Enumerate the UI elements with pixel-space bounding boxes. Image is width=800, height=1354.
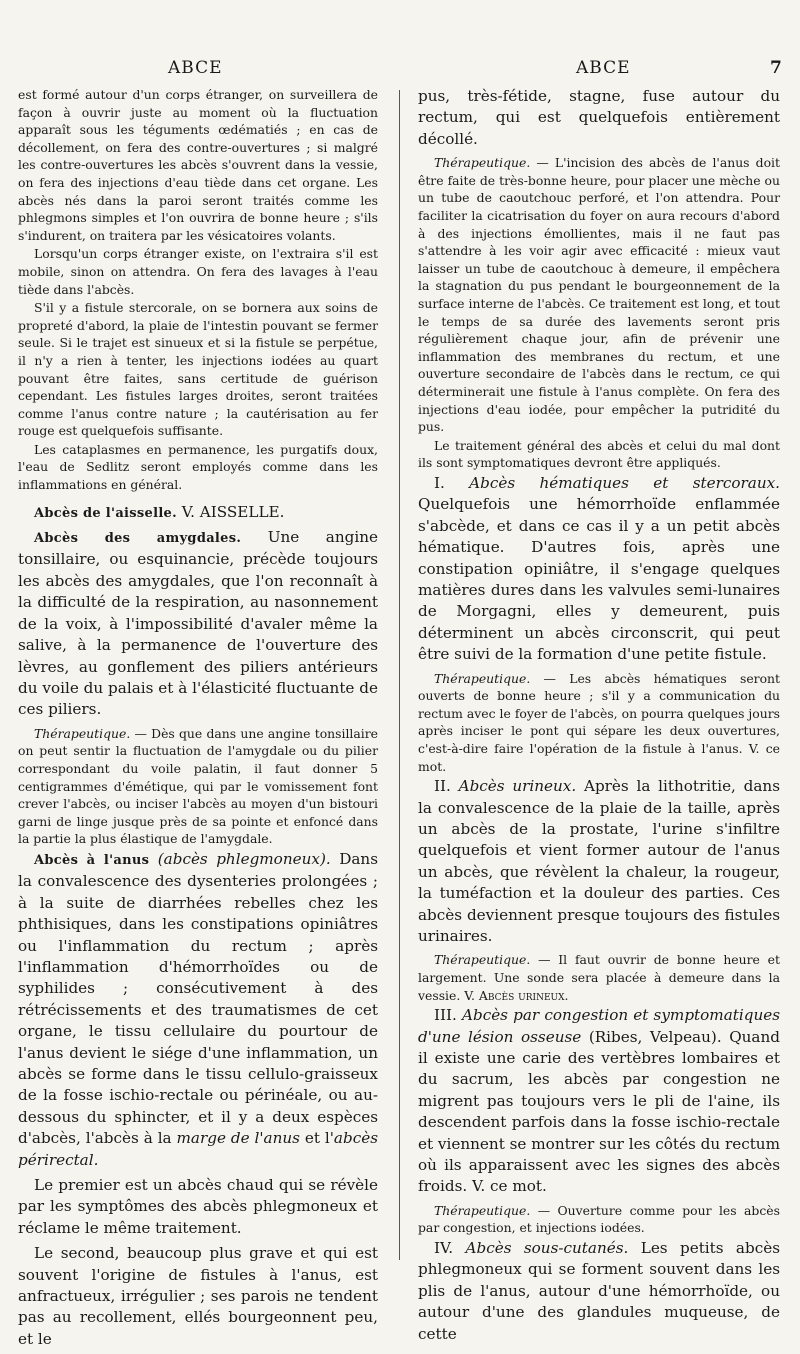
therapeutique-paragraph	[418, 951, 780, 1004]
left-column	[18, 86, 378, 1354]
section-title: Abcès urineux.	[458, 777, 577, 796]
column-divider	[399, 90, 400, 1260]
section-number: I.	[434, 473, 470, 492]
entry-heading: Abcès de l'aisselle.	[34, 505, 177, 521]
entry-heading: Abcès à l'anus	[34, 852, 150, 868]
entry-amygdales	[18, 527, 378, 721]
entry-heading: Abcès des amygdales.	[34, 531, 242, 547]
therapeutique-label: Thérapeutique.	[434, 1202, 531, 1218]
paragraph: Le premier est un abcès chaud qui se révèle par les symptômes des abcès phlegmoneux et réclame le même traitement.	[18, 1175, 378, 1237]
section-4	[418, 1238, 780, 1345]
section-2	[418, 776, 780, 947]
entry-text: Dans la convalescence des dysenteries prolongées ; à la suite de diarrhées rebelles chez les phthisiques, dans les constipations opiniâtres ou l'inflammation du rectum ; après l'inflammation d'hémorrhoïdes ou de syphilides ; consécutivement à des rétrécissements et des traumatismes de cet organe, le tissu cellulaire du pourtour de l'anus devient le siége d'une inflammation, un abcès se forme dans le tissu cellulo-graisseux de la fosse ischio-rectale ou périnéale, ou au-dessous du sphincter, et il y a deux espèces d'abcès, l'abcès à la	[18, 849, 378, 1148]
therapeutique-label: Thérapeutique.	[434, 952, 531, 968]
therapeutique-paragraph	[18, 725, 378, 848]
section-text: Après la lithotritie, dans la convalescence de la plaie de la taille, après un abcès de la prostate, l'urine s'infiltre quelquefois et vient former autour de l'anus un abcès, que révèlent la chaleur, la rougeur, la tuméfaction et la douleur des parties. Ces abcès deviennent presque toujours des fistules urinaires.	[418, 777, 781, 945]
section-text: Les petits abcès phlegmoneux qui se forment souvent dans les plis de l'anus, autour d'une hémorrhoïde, ou autour d'une des glandules muqueuse, de cette	[418, 1239, 780, 1343]
paragraph: pus, très-fétide, stagne, fuse autour du rectum, qui est quelquefois entièrement décollé.	[418, 87, 780, 148]
entry-aisselle	[18, 502, 378, 523]
running-head-left: ABCE	[168, 58, 223, 78]
entry-anus	[18, 849, 378, 1171]
running-head-right: ABCE	[576, 58, 631, 78]
entry-text: Une angine tonsillaire, ou esquinancie, précède toujours les abcès des amygdales, que l'on reconnaît à la difficulté de la respiration, au nasonnement de la voix, à l'impossibilité d'avaler même la salive, à la permanence de l'ouverture des lèvres, au gonflement des piliers antérieurs du voile du palais et à l'élasticité fluctuante de ces piliers.	[18, 528, 378, 719]
section-1	[418, 473, 780, 666]
section-number: IV.	[434, 1239, 466, 1257]
cross-reference: V. AISSELLE.	[176, 502, 285, 521]
therapeutique-label: Thérapeutique.	[434, 670, 531, 686]
section-title: Abcès par congestion et symptomatiques d'une lésion osseuse	[418, 1006, 781, 1046]
term-marge: marge de l'anus	[176, 1129, 300, 1148]
cross-reference: Abcès urineux.	[478, 987, 569, 1003]
paragraph: S'il y a fistule stercorale, on se bornera aux soins de propreté d'abord, la plaie de l'intestin pouvant se fermer seule. Si le trajet est sinueux et si la fistule se perpétue, il n'y a rien à tenter, les injections iodées au quart pouvant être faites, sans certitude de guérison cependant. Les fistules larges droites, seront traitées comme l'anus contre nature ; la cautérisation au fer rouge est quelquefois suffisante.	[18, 300, 378, 439]
therapeutique-paragraph	[418, 670, 780, 776]
right-column	[418, 86, 780, 1349]
term-perirectal: abcès périrectal.	[18, 1129, 378, 1169]
therapeutique-text: — L'incision des abcès de l'anus doit être faite de très-bonne heure, pour placer une mèche ou un tube de caoutchouc perforé, et l'on attendra. Pour faciliter la cicatrisation du foyer on aura recours d'abord à des injections émollientes, mais il ne faut pas s'attendre à les voir agir avec efficacité : mieux vaut laisser un tube de caoutchouc à demeure, il empêchera la stagnation du pus pendant le bourgeonnement de la surface interne de l'abcès. Ce traitement est long, et tout le temps de sa durée des lavements seront pris régulièrement chaque jour, afin de prévenir une inflammation des membranes du rectum, et une ouverture secondaire de l'abcès dans le rectum, ce qui déterminerait une fistule à l'anus complète. On fera des injections d'eau iodée, pour empêcher la putridité du pus.	[418, 155, 780, 435]
section-number: III.	[434, 1006, 462, 1025]
section-title: Abcès sous-cutanés.	[465, 1239, 629, 1257]
therapeutique-label: Thérapeutique.	[34, 725, 131, 741]
paragraph: Lorsqu'un corps étranger existe, on l'extraira s'il est mobile, sinon on attendra. On fera des lavages à l'eau tiède dans l'abcès.	[18, 246, 378, 297]
section-title: Abcès hématiques et stercoraux.	[469, 473, 781, 492]
therapeutique-label: Thérapeutique.	[434, 155, 531, 171]
paragraph: est formé autour d'un corps étranger, on surveillera de façon à ouvrir juste au moment où la fluctuation apparaît sous les téguments œdématiés ; en cas de décollement, on fera des contre-ouvertures ; si malgré les contre-ouvertures les abcès s'ouvrent dans la vessie, on fera des injections d'eau tiède dans cet organe. Les abcès nés dans la paroi seront traités comme les phlegmons simples et l'on ouvrira de bonne heure ; s'ils s'indurent, on traitera par les vésicatoires volants.	[18, 87, 378, 243]
paragraph: Les cataplasmes en permanence, les purgatifs doux, l'eau de Sedlitz seront employés comme dans les inflammations en général.	[18, 441, 378, 493]
page-number: 7	[770, 58, 783, 78]
section-text: (Ribes, Velpeau). Quand il existe une carie des vertèbres lombaires et du sacrum, les abcès par congestion ne migrent pas toujours vers le pli de l'aine, ils descendent parfois dans la fosse ischio-rectale et viennent se montrer sur les côtés du rectum où ils apparaissent avec les signes des abcès froids. V. ce mot.	[418, 1027, 780, 1196]
paragraph: Le second, beaucoup plus grave et qui est souvent l'origine de fistules à l'anus, est anfractueux, irrégulier ; ses parois ne tendent pas au recollement, ellés bourgeonnent peu, et le	[18, 1244, 378, 1348]
section-text: Quelquefois une hémorrhoïde enflammée s'abcède, et dans ce cas il y a un petit abcès hématique. D'autres fois, après une constipation opiniâtre, il s'engage quelques matières dures dans les valvules semi-lunaires de Morgagni, elles y demeurent, puis déterminent un abcès circonscrit, qui peut être suivi de la formation d'une petite fistule.	[418, 495, 780, 664]
therapeutique-text: — Ouverture comme pour les abcès par congestion, et injections iodées.	[418, 1202, 780, 1236]
therapeutique-text: — Il faut ouvrir de bonne heure et largement. Une sonde sera placée à demeure dans la vessie. V.	[418, 952, 780, 1003]
therapeutique-text: — Les abcès hématiques seront ouverts de bonne heure ; s'il y a communication du rectum avec le foyer de l'abcès, on pourra quelques jours après inciser le pont qui sépare les deux ouvertures, c'est-à-dire faire l'opération de la fistule à l'anus. V. ce mot.	[418, 670, 780, 774]
therapeutique-paragraph	[418, 154, 780, 436]
entry-text: et l'	[299, 1129, 334, 1148]
section-3	[418, 1005, 780, 1198]
paragraph: Le traitement général des abcès et celui du mal dont ils sont symptomatiques devront être appliqués.	[418, 437, 780, 471]
therapeutique-paragraph	[418, 1202, 780, 1237]
therapeutique-text: — Dès que dans une angine tonsillaire on peut sentir la fluctuation de l'amygdale ou du pilier correspondant du voile palatin, il faut donner 5 centigrammes d'émétique, qui par le vomissement font crever l'abcès, ou inciser l'abcès au moyen d'un bistouri garni de linge jusque près de sa pointe et enfoncé dans la partie la plus élastique de l'amygdale.	[18, 725, 378, 847]
section-number: II.	[434, 777, 459, 796]
entry-subtitle: (abcès phlegmoneux).	[149, 849, 331, 868]
